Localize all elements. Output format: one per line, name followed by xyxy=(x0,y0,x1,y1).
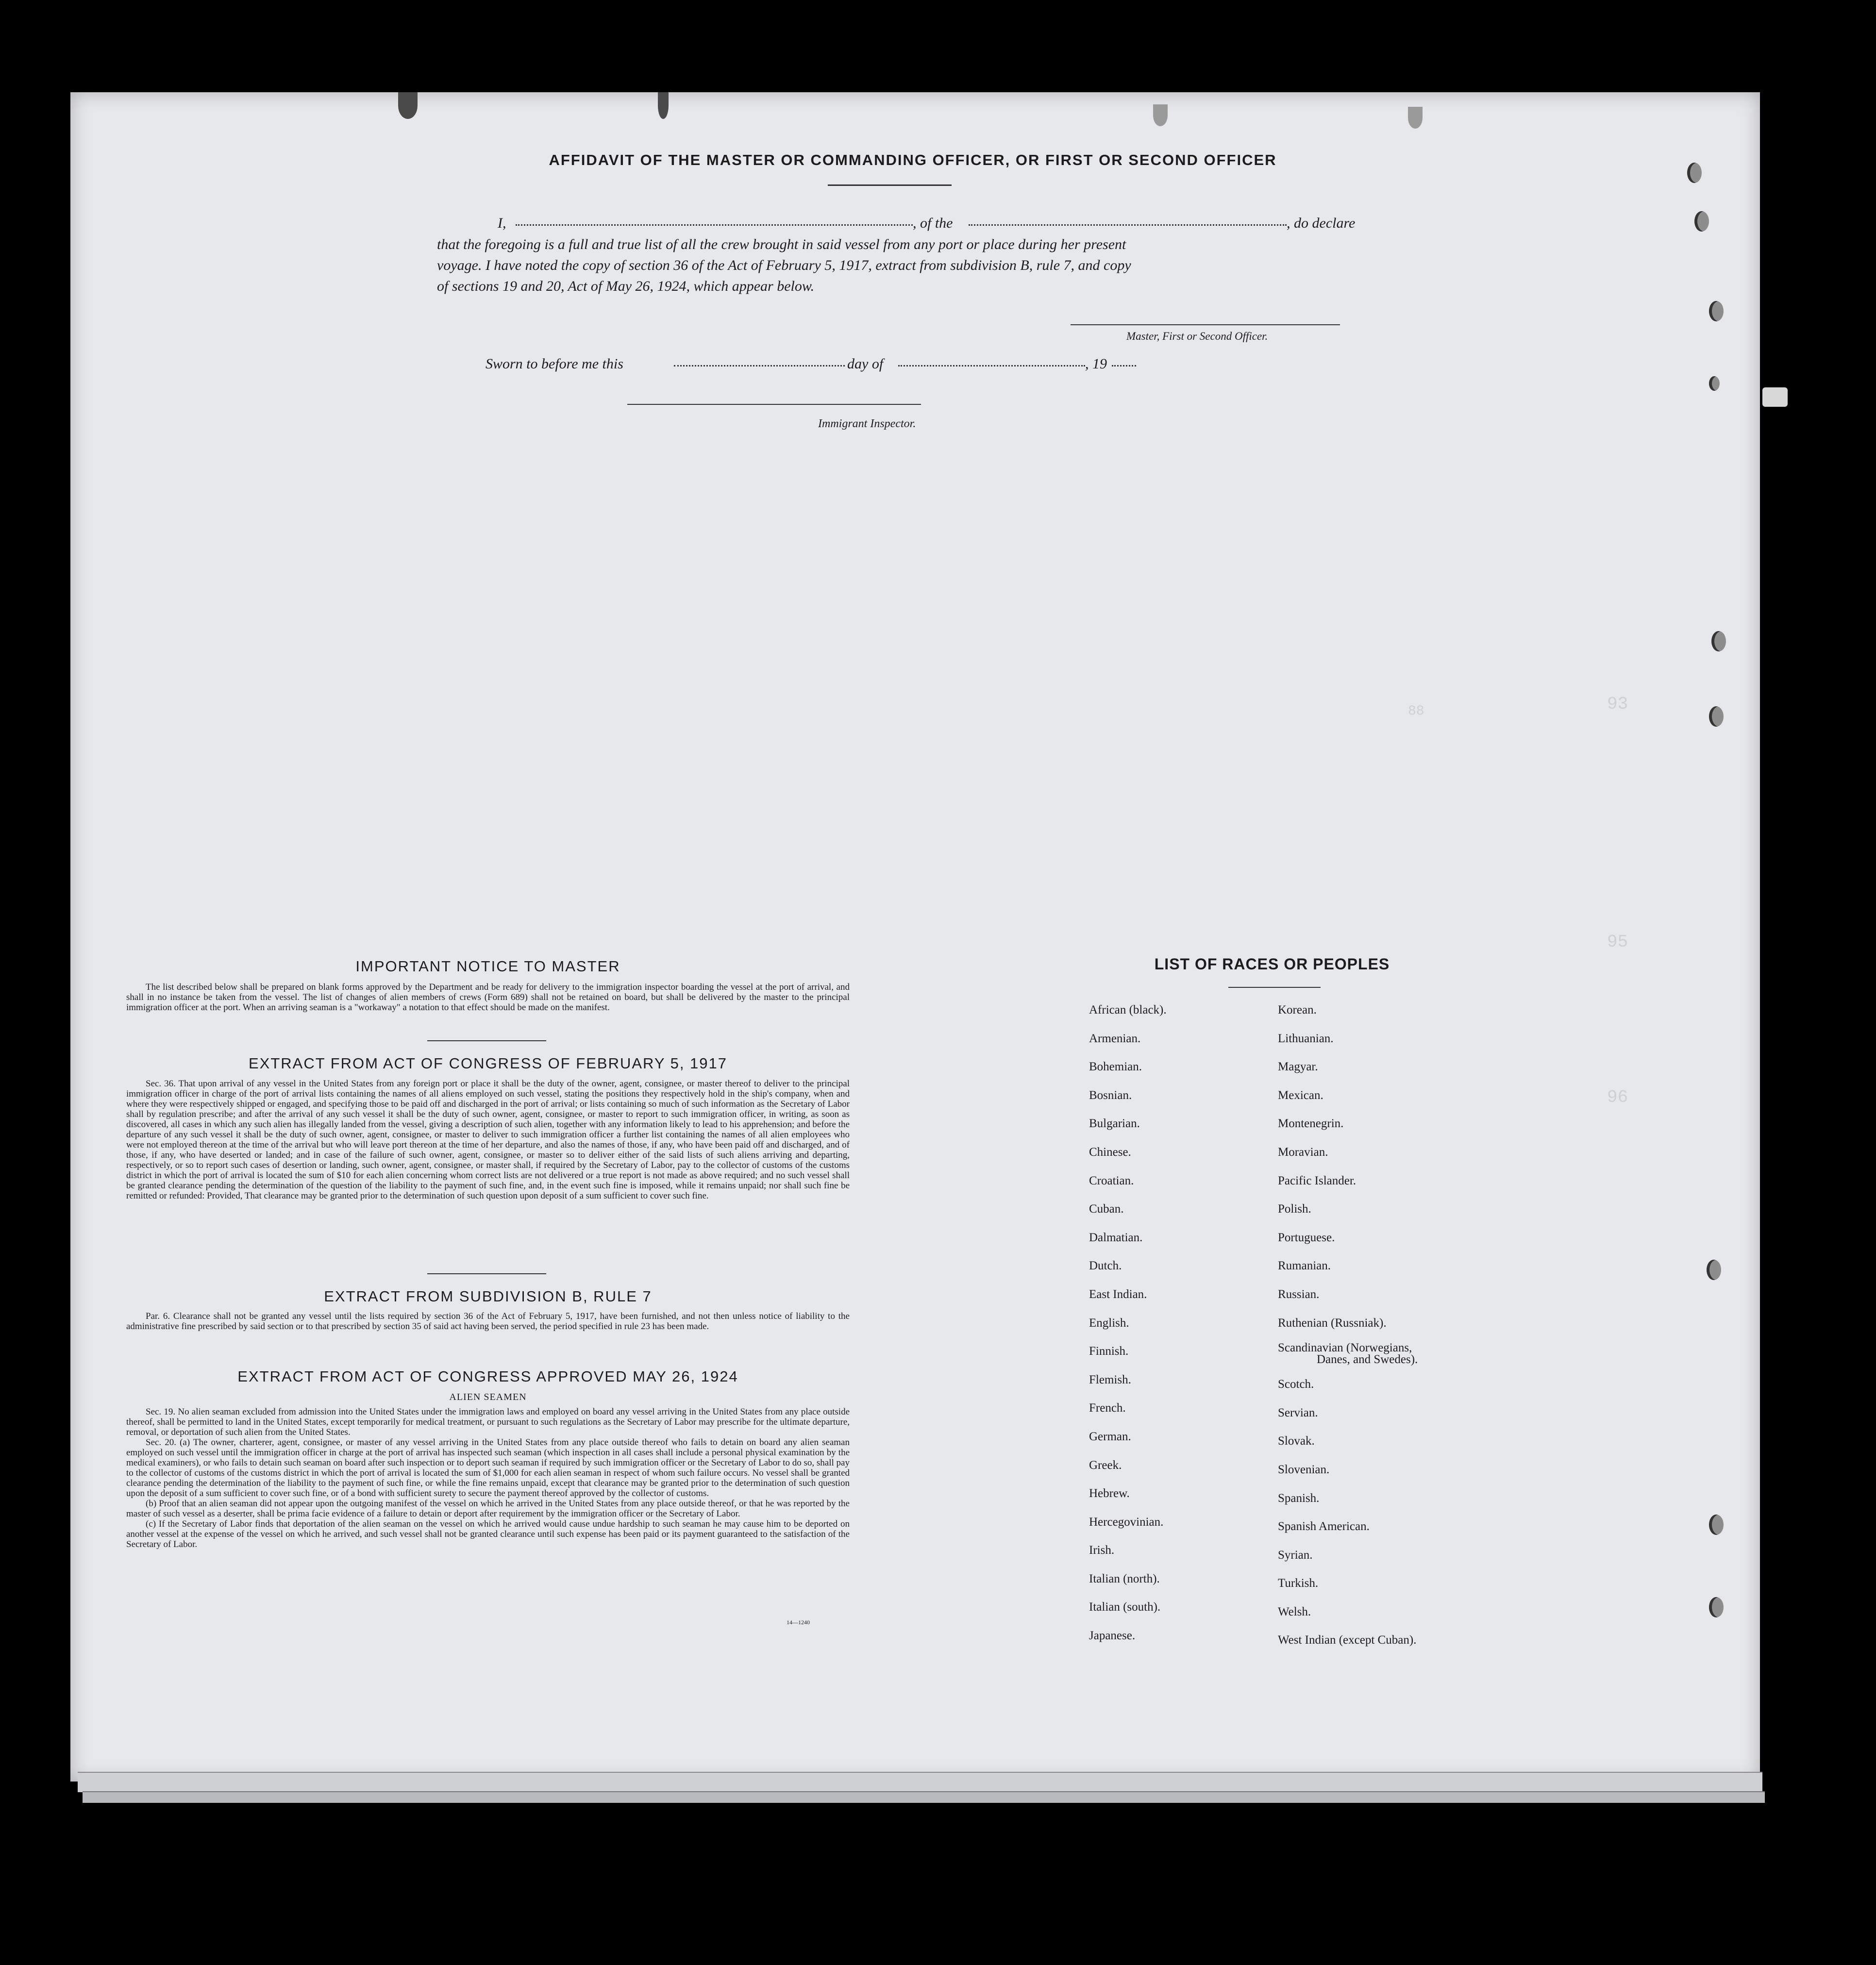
race-item: Lithuanian. xyxy=(1278,1032,1334,1045)
race-item: Slovak. xyxy=(1278,1434,1315,1448)
race-item: English. xyxy=(1089,1316,1129,1330)
notice-title: IMPORTANT NOTICE TO MASTER xyxy=(355,958,620,975)
race-item: Slovenian. xyxy=(1278,1463,1330,1476)
extract-rule7-title: EXTRACT FROM SUBDIVISION B, RULE 7 xyxy=(324,1288,652,1305)
race-item: Chinese. xyxy=(1089,1145,1131,1159)
binding-notch xyxy=(1153,104,1168,126)
races-right-column xyxy=(1278,996,1418,1655)
section-20a: Sec. 20. (a) The owner, charterer, agent, consignee, or master of any vessel arriving in the United States from any place outside thereof who fails to detain on board any alien seaman employed on such vessel until the immigration officer in charge at the port of arrival has inspected such seaman (which inspection in all cases shall include a personal physical examination by the medical examiners), or who fails to detain such seaman on board after such inspection or to deport such seaman if required by such immigration officer or the Secretary of Labor to do so, shall pay to the collector of customs of the customs district in which the port of arrival is located the sum of $1,000 for each alien seaman in respect of whom such failure occurs. No vessel shall be granted clearance pending the determination of the liability to the payment of such fine, or while the fine remains unpaid, except that clearance may be granted prior to the determination of such question upon the deposit of a sum sufficient to cover such fine, or of a bond with sufficient surety to secure the payment thereof approved by the collector of customs. xyxy=(126,1437,850,1499)
race-item: Turkish. xyxy=(1278,1577,1319,1590)
inspector-caption: Immigrant Inspector. xyxy=(818,417,916,430)
race-item: Moravian. xyxy=(1278,1145,1328,1159)
divider xyxy=(427,1273,546,1274)
race-item: Magyar. xyxy=(1278,1060,1318,1074)
extract-1924-body xyxy=(126,1407,850,1549)
affidavit-text xyxy=(437,234,1372,297)
divider xyxy=(828,184,952,186)
binding-hole xyxy=(1707,1260,1721,1280)
race-item: Spanish American. xyxy=(1278,1520,1370,1533)
year-label: , 19 xyxy=(1085,356,1107,372)
race-item: Ruthenian (Russniak). xyxy=(1278,1316,1387,1330)
race-item: Korean. xyxy=(1278,1003,1317,1016)
affidavit-line: of sections 19 and 20, Act of May 26, 1924, which appear below. xyxy=(437,278,815,294)
affidavit-of-the: , of the xyxy=(913,215,953,231)
binding-hole xyxy=(1711,631,1726,651)
page-tab xyxy=(1762,387,1788,407)
race-item: Italian (north). xyxy=(1089,1572,1160,1585)
affidavit-line: voyage. I have noted the copy of section 36 of the Act of February 5, 1917, extract from subdivision B, rule 7, and copy xyxy=(437,257,1131,273)
form-number: 14—1240 xyxy=(787,1619,810,1626)
race-item: Dalmatian. xyxy=(1089,1231,1143,1244)
affidavit-i: I, xyxy=(498,215,506,231)
race-item: Montenegrin. xyxy=(1278,1117,1344,1131)
race-item: Polish. xyxy=(1278,1202,1311,1216)
affidavit-line: that the foregoing is a full and true list of all the crew brought in said vessel from any port or place during her present xyxy=(437,236,1126,252)
race-item: German. xyxy=(1089,1430,1131,1443)
divider xyxy=(1228,987,1321,988)
extract-1917-title: EXTRACT FROM ACT OF CONGRESS OF FEBRUARY 5, 1917 xyxy=(248,1055,728,1072)
section-20c: (c) If the Secretary of Labor finds that deportation of the alien seaman on the vessel on which he arrived would cause undue hardship to such seaman he may cause him to be deported on another vessel at the expense of the vessel on which he arrived, and such vessel shall not be granted clearance until such expense has been paid or its payment guaranteed to the satisfaction of the Secretary of Labor. xyxy=(126,1519,850,1549)
page-stack-edge xyxy=(83,1791,1765,1803)
day-blank xyxy=(674,365,845,366)
race-item: Irish. xyxy=(1089,1544,1115,1557)
extract-rule7-body: Par. 6. Clearance shall not be granted any vessel until the lists required by section 36 of the Act of February 5, 1917, have been furnished, and not then unless notice of liability to the administrative fine prescribed by said section or to that prescribed by section 35 of said act having been served, the period specified in rule 23 has been made. xyxy=(126,1311,850,1332)
binding-notch xyxy=(1408,107,1423,129)
race-item: Greek. xyxy=(1089,1458,1122,1472)
binding-hole xyxy=(1709,301,1724,321)
race-item: Servian. xyxy=(1278,1406,1318,1419)
binding-hole xyxy=(1709,1515,1724,1535)
race-item: Italian (south). xyxy=(1089,1600,1161,1614)
race-item: Scotch. xyxy=(1278,1378,1314,1391)
binding-hole xyxy=(1709,1597,1724,1617)
race-item: Portuguese. xyxy=(1278,1231,1335,1244)
section-19: Sec. 19. No alien seaman excluded from admission into the United States under the immigration laws and employed on board any vessel arriving in the United States from any place outside thereof, shall be permitted to land in the United States, except temporarily for medical treatment, or pursuant to such regulations as the Secretary of Labor may prescribe for the ultimate departure, removal, or deportation of such alien from the United States. xyxy=(126,1407,850,1437)
binding-hole xyxy=(1694,211,1709,232)
extract-1924-subtitle: ALIEN SEAMEN xyxy=(449,1392,527,1402)
affidavit-title: AFFIDAVIT OF THE MASTER OR COMMANDING OFFICER, OR FIRST OR SECOND OFFICER xyxy=(549,151,1277,168)
signature-line xyxy=(1071,324,1340,325)
race-item: Danes, and Swedes). xyxy=(1317,1353,1418,1366)
race-item: Syrian. xyxy=(1278,1548,1313,1562)
race-item: Russian. xyxy=(1278,1287,1320,1301)
day-of-label: day of xyxy=(847,356,884,372)
affidavit-declare: , do declare xyxy=(1287,215,1356,231)
races-left-column xyxy=(1089,996,1167,1650)
race-item: Welsh. xyxy=(1278,1605,1311,1618)
race-item: Finnish. xyxy=(1089,1345,1129,1358)
race-item: African (black). xyxy=(1089,1003,1167,1016)
race-item: Bosnian. xyxy=(1089,1088,1132,1102)
binding-notch xyxy=(398,92,418,119)
sworn-label: Sworn to before me this xyxy=(486,356,623,372)
race-item: Mexican. xyxy=(1278,1088,1323,1102)
race-item: Hercegovinian. xyxy=(1089,1515,1164,1529)
race-item: Rumanian. xyxy=(1278,1259,1331,1273)
race-item: East Indian. xyxy=(1089,1287,1147,1301)
race-item: West Indian (except Cuban). xyxy=(1278,1633,1417,1647)
name-blank xyxy=(516,224,913,226)
race-item: Bulgarian. xyxy=(1089,1117,1140,1131)
extract-1917-body: Sec. 36. That upon arrival of any vessel in the United States from any foreign port or place it shall be the duty of the owner, agent, consignee, or master thereof to deliver to the principal immigration officer in charge of the port of arrival lists containing the names of all aliens employed on such vessel, stating the positions they respectively hold in the ship's company, when and where they were respectively shipped or engaged, and specifying those to be paid off and discharged in the port of arrival; or lists containing so much of such information as the Secretary of Labor shall by regulation prescribe; and after the arrival of any such vessel it shall be the duty of such owner, agent, consignee, or master to report to such immigration officer, in writing, as soon as discovered, all cases in which any such alien has illegally landed from the vessel, giving a description of such alien, together with any information likely to lead to his apprehension; and before the departure of any such vessel it shall be the duty of such owner, agent, consignee, or master to deliver to such immigration officer a further list containing the names of all alien employees who were not employed thereon at the time of the arrival but who will leave port thereon at the time of her departure, and also the names of those, if any, who have been paid off and discharged, and of those, if any, who have deserted or landed; and in case of the failure of such owner, agent, consignee, or master so to deliver either of the said lists of such aliens arriving and departing, respectively, or so to report such cases of desertion or landing, such owner, agent, consignee, or master shall, if required by the Secretary of Labor, pay to the collector of customs of the customs district in which the port of arrival is located the sum of $10 for each alien concerning whom correct lists are not delivered or a true report is not made as above required; and no such vessel shall be granted clearance pending the determination of the question of the liability to the payment of such fine, and, in the event such fine is imposed, while it remains unpaid; nor shall such fine be remitted or refunded: Provided, That clearance may be granted prior to the determination of such question upon deposit of a sum sufficient to cover such fine. xyxy=(126,1079,850,1201)
race-item: Dutch. xyxy=(1089,1259,1122,1273)
race-item: Spanish. xyxy=(1278,1491,1320,1505)
races-title: LIST OF RACES OR PEOPLES xyxy=(1154,955,1390,973)
binding-hole xyxy=(1709,706,1724,727)
month-blank xyxy=(898,365,1085,366)
inspector-signature-line xyxy=(627,404,921,405)
section-20b: (b) Proof that an alien seaman did not appear upon the outgoing manifest of the vessel on which he arrived in the United States from any place outside thereof, or that he was reported by the master of such vessel as a deserter, shall be prima facie evidence of a failure to detain or deport after requirement by the immigration officer or the Secretary of Labor. xyxy=(126,1499,850,1519)
race-item: Japanese. xyxy=(1089,1629,1136,1643)
race-item: French. xyxy=(1089,1401,1126,1415)
divider xyxy=(427,1040,546,1041)
race-item: Pacific Islander. xyxy=(1278,1174,1357,1187)
signature-caption: Master, First or Second Officer. xyxy=(1126,330,1268,342)
year-blank xyxy=(1112,365,1136,366)
extract-1924-title: EXTRACT FROM ACT OF CONGRESS APPROVED MAY 26, 1924 xyxy=(237,1368,738,1385)
race-item: Scandinavian (Norwegians, xyxy=(1278,1341,1412,1355)
notice-body: The list described below shall be prepared on blank forms approved by the Department and be ready for delivery to the immigration inspector boarding the vessel at the port of arrival, and shall in no instance be taken from the vessel. The list of changes of alien members of crews (Form 689) shall not be retained on board, but shall be delivered by the master to the principal immigration officer at the port. When an arriving seaman is a "workaway" a notation to that effect should be made on the manifest. xyxy=(126,982,850,1013)
binding-notch xyxy=(658,92,669,119)
race-item: Armenian. xyxy=(1089,1032,1141,1045)
binding-hole xyxy=(1687,163,1702,183)
race-item: Croatian. xyxy=(1089,1174,1134,1187)
binding-hole xyxy=(1709,376,1720,391)
race-item: Cuban. xyxy=(1089,1202,1124,1216)
vessel-blank xyxy=(969,224,1287,226)
race-item: Flemish. xyxy=(1089,1373,1131,1386)
race-item: Bohemian. xyxy=(1089,1060,1142,1074)
page-stack-edge xyxy=(78,1772,1762,1792)
race-item: Hebrew. xyxy=(1089,1487,1130,1500)
